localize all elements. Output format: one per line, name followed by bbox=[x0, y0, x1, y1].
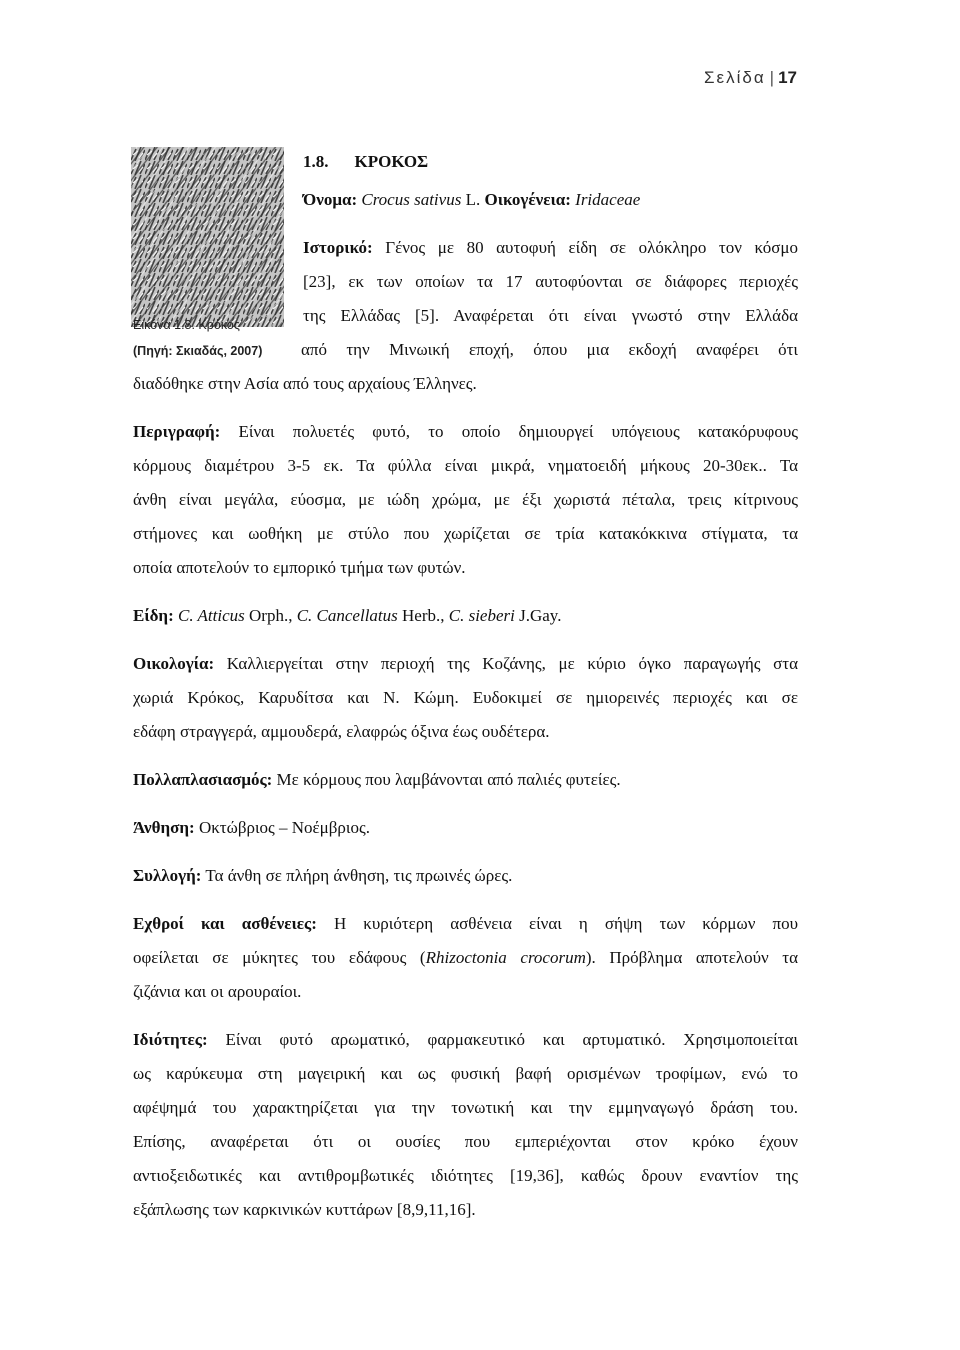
pathogen-name: Rhizoctonia crocorum bbox=[425, 948, 586, 967]
section-number: 1.8. bbox=[303, 152, 329, 171]
history-line-5: διαδόθηκε στην Ασία από τους αρχαίους Έλληνες. bbox=[133, 374, 477, 393]
figure-source: (Πηγή: Σκιαδάς, 2007) bbox=[133, 344, 263, 358]
crocus-figure-image bbox=[131, 147, 284, 327]
ecology-line-2: χωριά Κρόκος, Καρυδίτσα και Ν. Κώμη. Ευδοκιμεί σε ημιορεινές περιοχές και σε bbox=[133, 688, 798, 707]
page-label: Σελίδα bbox=[704, 68, 766, 87]
name-line bbox=[303, 190, 640, 210]
ecology-line-3: εδάφη στραγγερά, αμμουδερά, ελαφρώς όξινα έως ουδέτερα. bbox=[133, 722, 550, 741]
description-line-2: κόρμους διαμέτρου 3-5 εκ. Τα φύλλα είναι μικρά, νηματοειδή μήκους 20-30εκ.. Τα bbox=[133, 456, 798, 475]
description-line-4: στήμονες και ωοθήκη με στύλο που χωρίζεται σε τρία κατακόκκινα στίγματα, τα bbox=[133, 524, 798, 543]
propagation-label: Πολλαπλασιασμός: bbox=[133, 770, 273, 789]
section-heading bbox=[303, 152, 428, 172]
properties-line-2: ως καρύκευμα στη μαγειρική και ως φυσική βαφή ορισμένων τροφίμων, ενώ το bbox=[133, 1064, 798, 1083]
ecology-line-1: Οικολογία: Καλλιεργείται στην περιοχή της Κοζάνης, με κύριο όγκο παραγωγής στα bbox=[133, 654, 798, 673]
section-title: ΚΡΟΚΟΣ bbox=[354, 152, 429, 171]
description-line-1: Περιγραφή: Είναι πολυετές φυτό, το οποίο δημιουργεί υπόγειους κατακόρυφους bbox=[133, 422, 798, 441]
description-label: Περιγραφή: bbox=[133, 422, 221, 441]
species-author: L. bbox=[461, 190, 485, 209]
description-line-3: άνθη είναι μεγάλα, εύοσμα, με ιώδη χρώμα, με έξι χωριστά πέταλα, τρεις κίτρινους bbox=[133, 490, 798, 509]
species-label: Είδη: bbox=[133, 606, 174, 625]
properties-line-6: εξάπλωσης των καρκινικών κυττάρων [8,9,11,16]. bbox=[133, 1200, 476, 1219]
history-line-2: [23], εκ των οποίων τα 17 αυτοφύονται σε διάφορες περιοχές bbox=[303, 272, 798, 291]
enemies-line-2: οφείλεται σε μύκητες του εδάφους (Rhizoctonia crocorum). Πρόβλημα αποτελούν τα bbox=[133, 948, 799, 967]
flowering-label: Άνθηση: bbox=[133, 818, 195, 837]
species-name: Crocus sativus bbox=[361, 190, 462, 209]
page-number: 17 bbox=[778, 68, 797, 87]
enemies-label: Εχθροί και ασθένειες: bbox=[133, 914, 317, 933]
name-label: Όνομα: bbox=[303, 190, 358, 209]
properties-line-1: Ιδιότητες: Είναι φυτό αρωματικό, φαρμακευτικό και αρτυματικό. Χρησιμοποιείται bbox=[133, 1030, 798, 1049]
flowering-line: Άνθηση: Οκτώβριος – Νοέμβριος. bbox=[133, 818, 370, 837]
propagation-line: Πολλαπλασιασμός: Με κόρμους που λαμβάνονται από παλιές φυτείες. bbox=[133, 770, 621, 789]
harvest-label: Συλλογή: bbox=[133, 866, 202, 885]
properties-line-3: αφέψημά του χαρακτηρίζεται για την τονωτική και την εμμηναγωγό δράση του. bbox=[133, 1098, 798, 1117]
history-line-1: Ιστορικό: Γένος με 80 αυτοφυή είδη σε ολόκληρο τον κόσμο bbox=[303, 238, 798, 257]
history-line-3: της Ελλάδας [5]. Αναφέρεται ότι είναι γνωστό στην Ελλάδα bbox=[303, 306, 798, 325]
history-line-4: από την Μινωική εποχή, όπου μια εκδοχή αναφέρει ότι bbox=[301, 340, 798, 359]
enemies-line-1: Εχθροί και ασθένειες: Η κυριότερη ασθένεια είναι η σήψη των κόρμων που bbox=[133, 914, 798, 933]
species-line: Είδη: C. Atticus Orph., C. Cancellatus Herb., C. sieberi J.Gay. bbox=[133, 606, 562, 625]
properties-label: Ιδιότητες: bbox=[133, 1030, 208, 1049]
history-label: Ιστορικό: bbox=[303, 238, 373, 257]
ecology-label: Οικολογία: bbox=[133, 654, 215, 673]
properties-line-5: αντιοξειδωτικές και αντιθρομβωτικές ιδιότητες [19,36], καθώς δρουν εναντίον της bbox=[133, 1166, 798, 1185]
page-separator: | bbox=[769, 68, 775, 87]
family-name: Iridaceae bbox=[570, 190, 641, 209]
page-header bbox=[704, 68, 797, 88]
properties-line-4: Επίσης, αναφέρεται ότι οι ουσίες που εμπεριέχονται στον κρόκο έχουν bbox=[133, 1132, 798, 1151]
family-label: Οικογένεια: bbox=[484, 190, 571, 209]
enemies-line-3: ζιζάνια και οι αρουραίοι. bbox=[133, 982, 302, 1001]
harvest-line: Συλλογή: Τα άνθη σε πλήρη άνθηση, τις πρωινές ώρες. bbox=[133, 866, 513, 885]
description-line-5: οποία αποτελούν το εμπορικό τμήμα των φυτών. bbox=[133, 558, 466, 577]
figure-caption: Εικόνα 1.8. Κρόκος bbox=[133, 318, 240, 332]
